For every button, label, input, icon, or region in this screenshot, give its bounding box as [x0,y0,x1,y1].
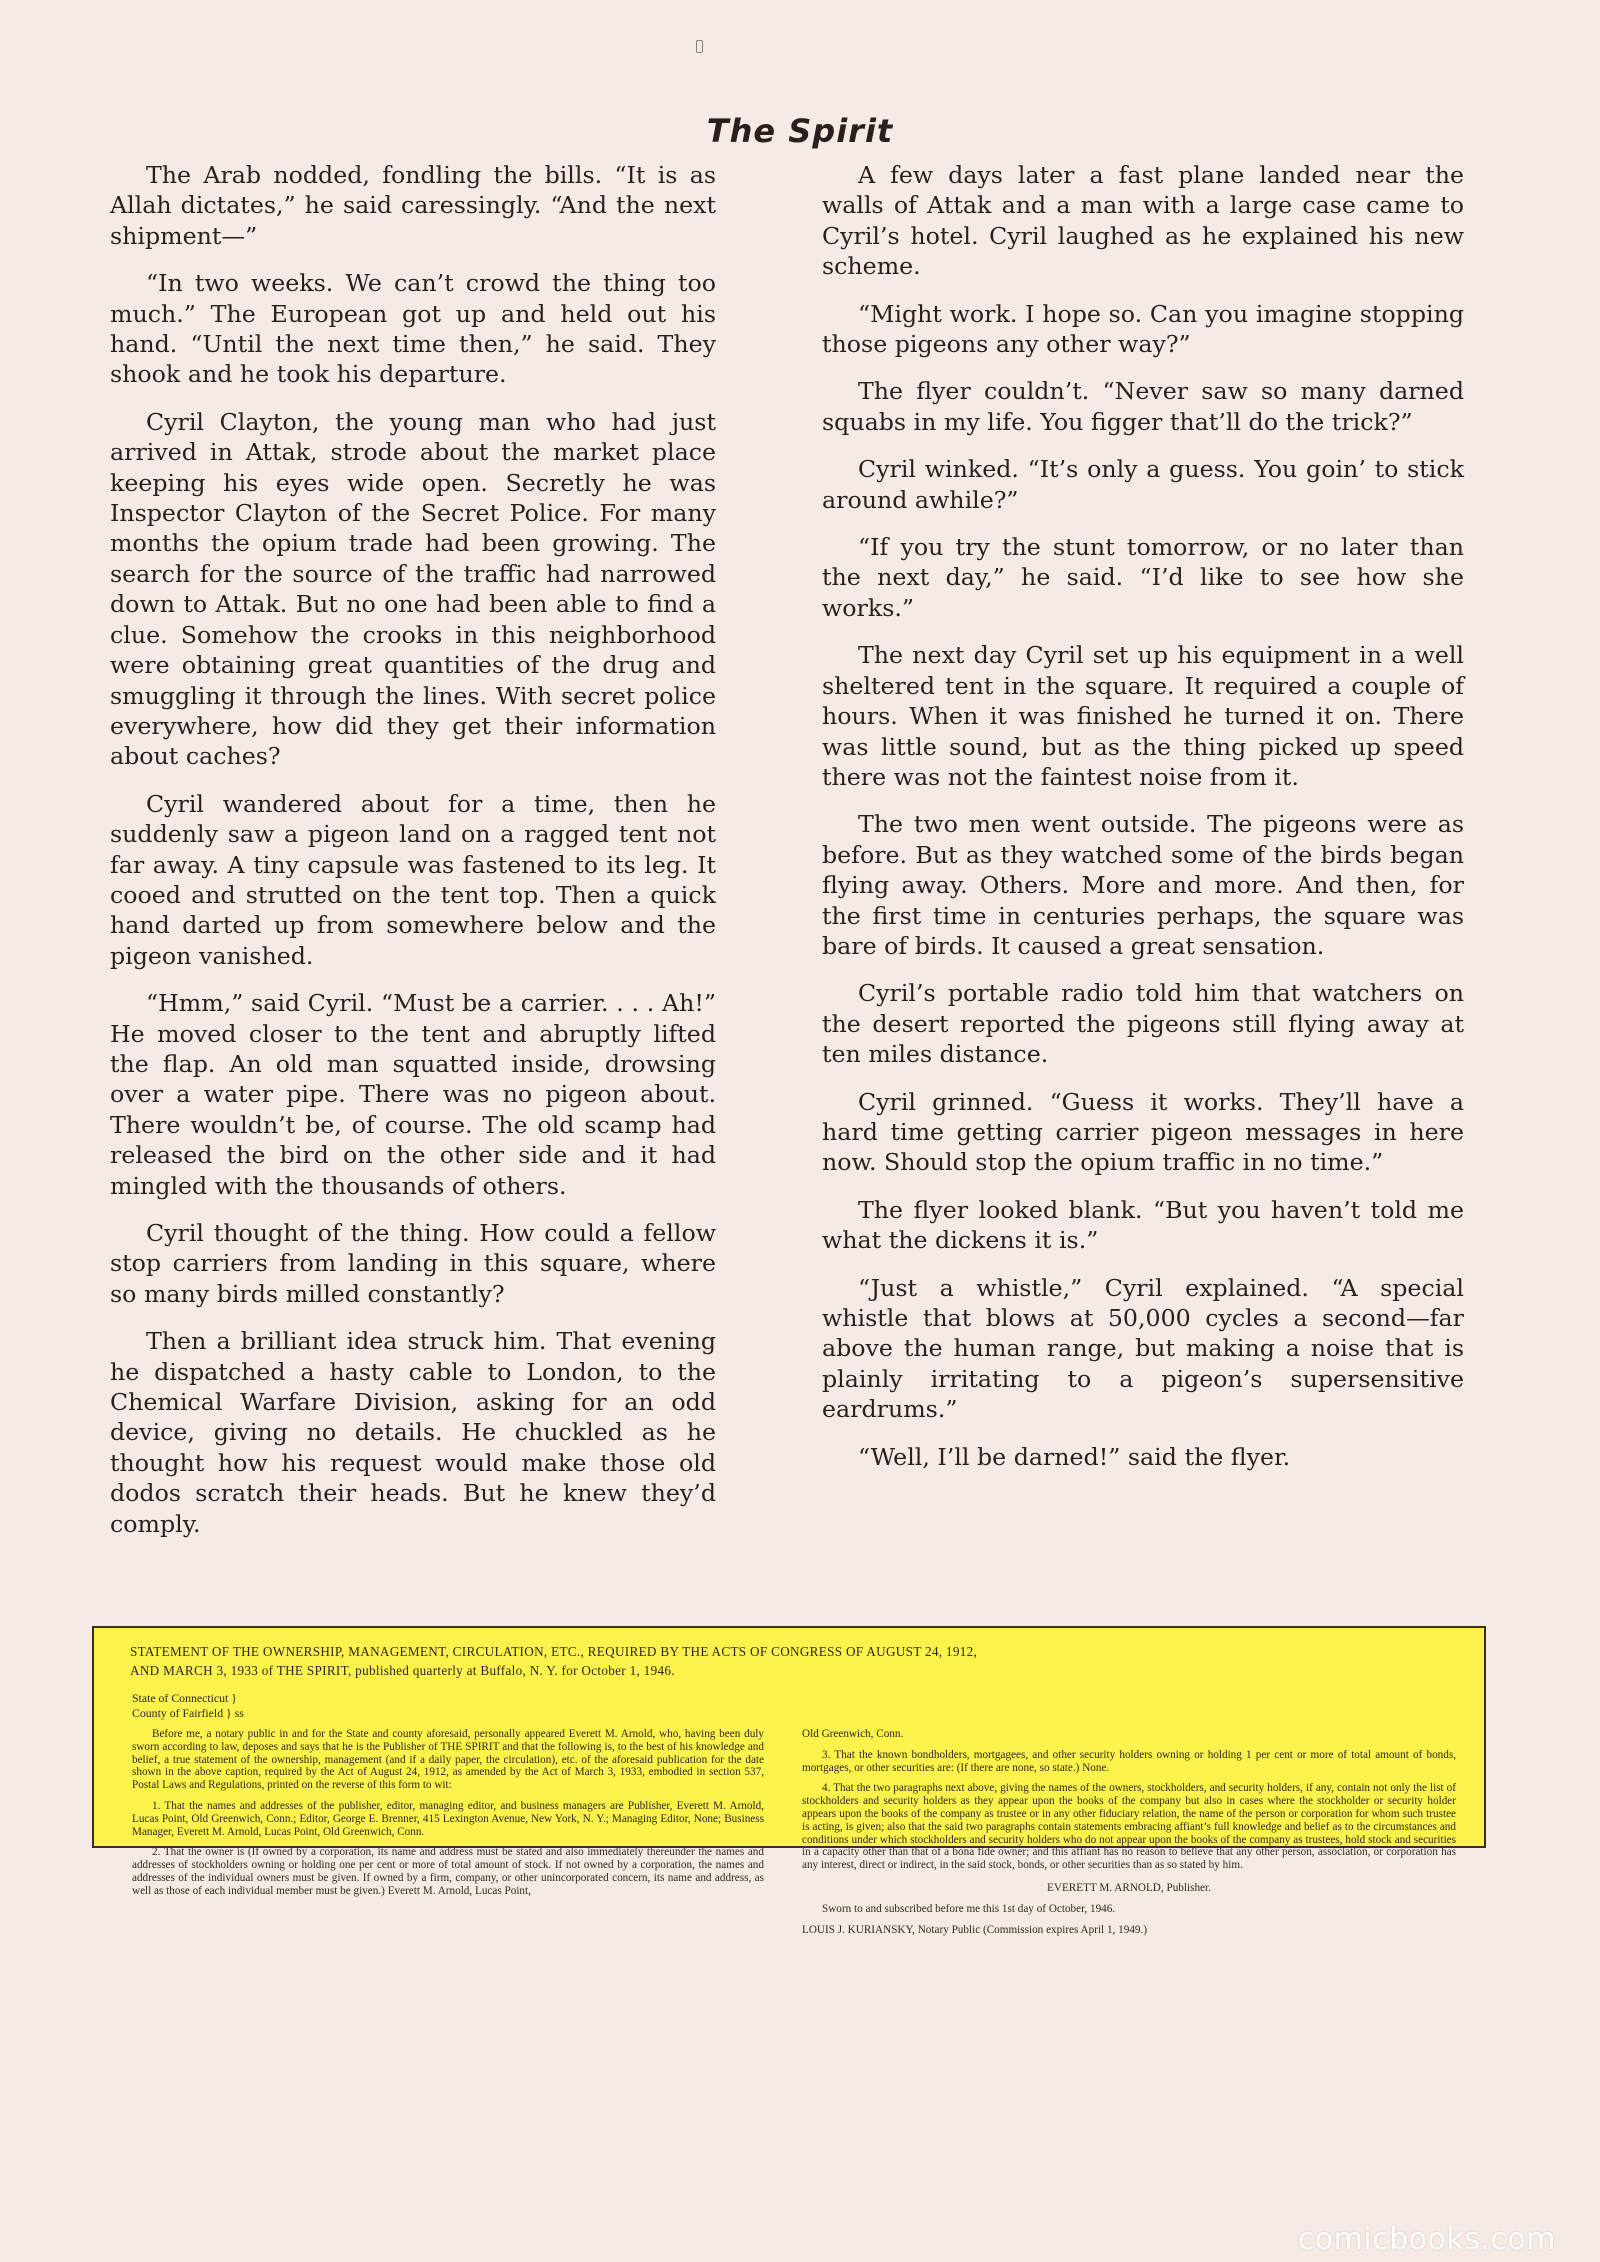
page-title: The Spirit [706,112,894,150]
state-line: State of Connecticut } [132,1691,237,1705]
statement-heading-line1: STATEMENT OF THE OWNERSHIP, MANAGEMENT, CIRCULATION, ETC., REQUIRED BY THE ACTS OF CONGRESS OF AUGUST 24, 1912, [130,1644,978,1659]
story-paragraph: The Arab nodded, fondling the bills. “It is as Allah dictates,” he said caressingly. “And the next shipment—” [110,161,716,250]
story-paragraph: The two men went outside. The pigeons were as before. But as they watched some of the birds began flying away. Others. More and more. And then, for the first time in centuries perhaps, the square was bare of birds. It caused a great sensation. [822,810,1464,960]
story-paragraph: Cyril grinned. “Guess it works. They’ll have a hard time getting carrier pigeon messages in here now. Should stop the opium traffic in no time.” [822,1087,1464,1177]
statement-paragraph: 2. That the owner is (If owned by a corporation, its name and address must be stated and also immediately thereunder the names and addresses of stockholders owning or holding one per cent or more of total amount of stock. If not owned by a corporation, the names and addresses of the individual owners must be given. If owned by a firm, company, or other unincorporated concern, its name and address, as well as those of each individual member must be given.) Everett M. Arnold, Lucas Point, [132,1846,764,1897]
story-paragraph: Cyril Clayton, the young man who had just arrived in Attak, strode about the market place keeping his eyes wide open. Secretly he was Inspector Clayton of the Secret Police. For many months the opium trade had been growing. The search for the source of the traffic had narrowed down to Attak. But no one had been able to find a clue. Somehow the crooks in this neighborhood were obtaining great quantities of the drug and smuggling it through the lines. With secret police everywhere, how did they get their information about caches? [110,407,716,771]
notary-line: LOUIS J. KURIANSKY, Notary Public (Commission expires April 1, 1949.) [802,1923,1148,1936]
story-paragraph: Cyril thought of the thing. How could a fellow stop carriers from landing in this square, where so many birds milled constantly? [110,1219,716,1308]
story-paragraph: “In two weeks. We can’t crowd the thing too much.” The European got up and held out his hand. “Until the next time then,” he said. They shook and he took his departure. [110,269,716,389]
statement-paragraph: Old Greenwich, Conn. [802,1728,904,1740]
statement-paragraph: Before me, a notary public in and for the State and county aforesaid, personally appeared Everett M. Arnold, who, having been duly sworn according to law, deposes and says that he is the Publisher of THE SPIRIT and that the following is, to the best of his knowledge and belief, a true statement of the ownership, management (and if a daily paper, the circulation), etc. of the aforesaid publication for the date shown in the above caption, required by the Act of August 24, 1912, as amended by the Act of March 3, 1933, embodied in section 537, Postal Laws and Regulations, printed on the reverse of this form to wit: [132,1728,764,1792]
ownership-statement-box [92,1626,1486,1936]
story-paragraph: Then a brilliant idea struck him. That evening he dispatched a hasty cable to London, to the Chemical Warfare Division, asking for an odd device, giving no details. He chuckled as he thought how his request would make those old dodos scratch their heads. But he knew they’d comply. [110,1327,716,1538]
story-paragraph: Cyril winked. “It’s only a guess. You goin’ to stick around awhile?” [822,455,1464,514]
statement-heading [130,1642,1460,1680]
story-left-column [110,160,716,1556]
statement-left-column [132,1728,764,1906]
site-watermark: comicbooks.com [1297,2222,1556,2257]
story-paragraph: The flyer looked blank. “But you haven’t told me what the dickens it is.” [822,1195,1464,1255]
county-line: County of Fairfield } ss [132,1706,244,1720]
story-paragraph: “Might work. I hope so. Can you imagine stopping those pigeons any other way?” [822,299,1464,359]
statement-right-column [802,1728,1456,1944]
story-paragraph: “Just a whistle,” Cyril explained. “A special whistle that blows at 50,000 cycles a second—far above the human range, but making a noise that is plainly irritating to a pigeon’s supersensitive eardrums.” [822,1273,1464,1424]
story-paragraph: “Hmm,” said Cyril. “Must be a carrier. . . . Ah!” He moved closer to the tent and abruptly lifted the flap. An old man squatted inside, drowsing over a water pipe. There was no pigeon about. There wouldn’t be, of course. The old scamp had released the bird on the other side and it had mingled with the thousands of others. [110,989,716,1200]
story-paragraph: The next day Cyril set up his equipment in a well sheltered tent in the square. It required a couple of hours. When it was finished he turned it on. There was little sound, but as the thing picked up speed there was not the faintest noise from it. [822,641,1464,791]
story-paragraph: The flyer couldn’t. “Never saw so many darned squabs in my life. You figger that’ll do the trick?” [822,377,1464,436]
story-paragraph: Cyril wandered about for a time, then he suddenly saw a pigeon land on a ragged tent not far away. A tiny capsule was fastened to its leg. It cooed and strutted on the tent top. Then a quick hand darted up from somewhere below and the pigeon vanished. [110,789,716,970]
statement-paragraph: 1. That the names and addresses of the publisher, editor, managing editor, and business managers are Publisher, Everett M. Arnold, Lucas Point, Old Greenwich, Conn.; Editor, George E. Brenner, 415 Lexington Avenue, New York, N. Y.; Managing Editor, None; Business Manager, Everett M. Arnold, Lucas Point, Old Greenwich, Conn. [132,1799,764,1838]
story-paragraph: “If you try the stunt tomorrow, or no later than the next day,” he said. “I’d like to see how she works.” [822,533,1464,622]
statement-paragraph: 4. That the two paragraphs next above, giving the names of the owners, stockholders, and security holders, if any, contain not only the list of stockholders and security holders as they appear upon the books of the company but also in cases where the stockholder or security holder appears upon the books of the company as trustee or in any other fiduciary relation, the name of the person or corporation for whom such trustee is acting, is given; also that the said two paragraphs contain statements embracing affiant’s full knowledge and belief as to the circumstances and conditions under which stockholders and security holders who do not appear upon the books of the company as trustees, hold stock and securities in a capacity other than that of a bona fide owner; and this affiant has no reason to believe that any other person, association, or corporation has any interest, direct or indirect, in the said stock, bonds, or other securities than as so stated by him. [802,1782,1456,1872]
story-paragraph: Cyril’s portable radio told him that watchers on the desert reported the pigeons still flying away at ten miles distance. [822,979,1464,1069]
publisher-signature: EVERETT M. ARNOLD, Publisher. [1047,1881,1211,1894]
statement-paragraph: 3. That the known bondholders, mortgagees, and other security holders owning or holding 1 per cent or more of total amount of bonds, mortgages, or other securities are: (If there are none, so state.) None. [802,1748,1456,1774]
story-paragraph: A few days later a fast plane landed near the walls of Attak and a man with a large case came to Cyril’s hotel. Cyril laughed as he explained his new scheme. [822,161,1464,281]
page-mark [696,40,703,53]
statement-heading-line2: AND MARCH 3, 1933 of THE SPIRIT, published quarterly at Buffalo, N. Y. for October 1, 1946. [130,1663,675,1678]
sworn-line: Sworn to and subscribed before me this 1st day of October, 1946. [822,1902,1116,1915]
story-paragraph: “Well, I’ll be darned!” said the flyer. [858,1442,1291,1471]
venue-block [132,1691,244,1721]
story-right-column [822,160,1464,1489]
